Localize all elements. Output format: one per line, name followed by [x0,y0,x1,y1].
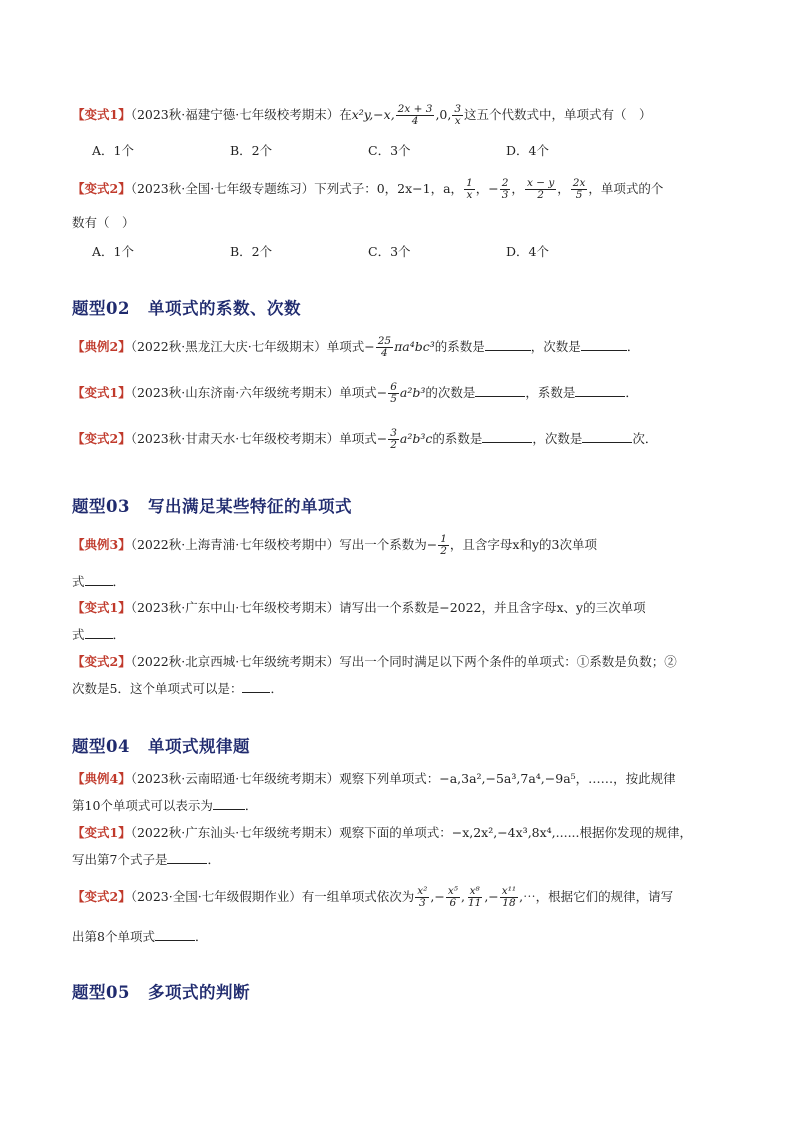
section-number: 题型05 [72,983,130,1002]
option-c[interactable]: C．3个 [368,143,411,158]
question-text: ，次数是 [530,339,581,354]
fraction-denominator: 3 [501,189,509,201]
fraction-numerator: x − y [526,177,555,189]
answer-blank[interactable] [155,928,195,941]
fraction-denominator: 11 [467,897,482,909]
question-tag: 【变式1】 [72,600,131,615]
question-text: ，且含字母x和y的3次单项 [449,537,597,552]
fraction-numerator: 6 [390,381,397,393]
example-4 [72,770,754,788]
answer-blank[interactable] [581,338,627,351]
math-separator: ， [557,181,570,196]
question-tag: 【典例2】 [72,339,131,354]
question-text-continued [72,573,754,591]
fraction [452,104,463,127]
option-a[interactable]: A．1个 [92,244,134,259]
answer-blank[interactable] [85,573,113,586]
question-text: 的系数是 [434,339,485,354]
answer-blank[interactable] [485,338,531,351]
question-source: （2023秋·云南昭通·七年级统考期末） [130,771,340,786]
question-variant-1 [72,824,754,842]
question-end: ． [194,929,208,944]
fraction [571,178,588,201]
answer-blank[interactable] [167,851,207,864]
fraction [415,886,429,909]
answer-blank[interactable] [482,430,532,443]
question-text: 这五个代数式中，单项式有（ ） [464,107,652,122]
question-text: 请写出一个系数是−2022，并且含字母x、y的三次单项 [339,600,646,615]
question-variant-2 [72,886,754,909]
fraction-numerator: 3 [454,103,462,115]
question-tag: 【变式1】 [72,825,131,840]
fraction-numerator: 2 [501,177,509,189]
question-text: ,⋯，根据它们的规律，请写 [519,889,674,904]
question-text: ，单项式的个 [588,181,664,196]
section-number: 题型02 [72,299,130,318]
section-heading [72,733,250,757]
fraction [446,886,460,909]
question-text-continued [72,851,754,869]
question-end: 次． [632,431,658,446]
question-text-continued [72,626,754,644]
fraction-denominator: 2 [440,545,447,557]
question-text: 的次数是 [425,385,476,400]
fraction-denominator: 6 [449,897,457,909]
question-tag: 【变式2】 [72,889,131,904]
answer-blank[interactable] [575,384,625,397]
question-source: （2023秋·山东济南·六年级统考期末） [130,385,340,400]
fraction-numerator: 2x [572,177,586,189]
question-source: （2023·全国·七年级假期作业） [130,889,302,904]
question-variant-1 [72,599,754,617]
fraction-denominator: 2 [390,439,397,451]
fraction-numerator: 1 [440,533,447,545]
fraction-numerator: 25 [377,335,392,347]
question-text-continued: 数有（ ） [72,215,135,230]
math-expression: πa⁴bc³ [394,339,435,354]
question-text: 写出一个系数为− [339,537,438,552]
question-text: 观察下列单项式：−a,3a²,−5a³,7a⁴,−9a⁵，……，按此规律 [339,771,676,786]
fraction-denominator: x [454,115,461,127]
example-3 [72,534,754,557]
question-text: 单项式− [339,431,388,446]
section-title: 写出满足某些特征的单项式 [147,497,352,516]
fraction-denominator: 18 [502,897,516,909]
question-tag: 【典例4】 [72,771,131,786]
math-separator: , [460,889,465,904]
fraction-denominator: 3 [418,897,426,909]
fraction [438,534,449,557]
fraction-denominator: 2 [537,189,544,201]
question-text: 单项式− [326,339,375,354]
fraction [500,886,518,909]
fraction-numerator: 3 [390,427,397,439]
section-number: 题型03 [72,497,130,516]
question-end: ． [207,852,220,867]
question-source: （2022秋·广东汕头·七年级统考期末） [130,825,340,840]
question-tag: 【变式1】 [72,107,131,122]
question-text: 第10个单项式可以表示为 [72,798,213,813]
question-end: ． [244,798,258,813]
option-d[interactable]: D．4个 [506,244,549,259]
fraction [388,428,399,451]
fraction [464,178,475,201]
section-heading [72,979,250,1003]
answer-blank[interactable] [85,626,113,639]
question-text: 观察下面的单项式：−x,2x²,−4x³,8x⁴,......根据你发现的规律， [339,825,692,840]
math-expression: a²b³ [399,385,426,400]
question-text: 次数是5．这个单项式可以是： [72,681,243,696]
answer-options [92,243,644,261]
option-b[interactable]: B．2个 [230,143,273,158]
question-source: （2023秋·广东中山·七年级校考期末） [130,600,340,615]
question-end: ． [270,681,283,696]
answer-blank[interactable] [242,680,270,693]
question-text-continued [72,797,754,815]
fraction-denominator: 4 [381,347,388,359]
question-end: ． [112,627,126,642]
question-variant-2 [72,653,754,671]
section-number: 题型04 [72,737,130,756]
question-text: ，次数是 [532,431,583,446]
math-separator: ,0, [435,107,452,122]
question-text: 下列式子：0，2x−1，a， [314,181,464,196]
math-separator: ，− [475,181,499,196]
question-text: 单项式− [339,385,388,400]
fraction-numerator: x⁸ [469,885,480,897]
fraction [466,886,483,909]
fraction-numerator: x² [417,885,428,897]
section-title: 多项式的判断 [147,983,250,1002]
question-tag: 【变式2】 [72,181,131,196]
section-heading [72,295,301,319]
question-end: ． [626,339,640,354]
question-variant-1 [72,104,754,127]
fraction-numerator: x¹¹ [501,885,517,897]
fraction [525,178,556,201]
question-text: 式 [72,627,85,642]
question-text-continued [72,680,754,698]
question-tag: 【变式2】 [72,431,131,446]
math-expression: x²y,−x, [351,107,395,122]
fraction-denominator: 5 [575,189,583,201]
section-heading [72,493,352,517]
question-source: （2022秋·上海青浦·七年级校考期中） [130,537,340,552]
fraction [500,178,511,201]
option-b[interactable]: B．2个 [230,244,273,259]
question-source: （2023秋·福建宁德·七年级校考期末） [130,107,340,122]
question-text: 的系数是 [432,431,483,446]
question-end: ． [112,574,126,589]
fraction [388,382,399,405]
section-title: 单项式的系数、次数 [147,299,301,318]
fraction-denominator: 5 [390,393,397,405]
question-text: 在 [339,107,352,122]
question-source: （2022秋·黑龙江大庆·七年级期末） [130,339,327,354]
math-separator: ， [511,181,524,196]
math-separator: ,− [484,889,499,904]
question-text: 式 [72,574,85,589]
question-variant-2 [72,178,754,201]
question-tag: 【变式1】 [72,385,131,400]
question-source: （2023秋·全国·七年级专题练习） [130,181,315,196]
question-text: 出第8个单项式 [72,929,155,944]
fraction-denominator: x [466,189,473,201]
option-d[interactable]: D．4个 [506,143,549,158]
math-expression: a²b³c [399,431,433,446]
question-tag: 【典例3】 [72,537,131,552]
option-a[interactable]: A．1个 [92,143,134,158]
question-tag: 【变式2】 [72,654,131,669]
section-title: 单项式规律题 [147,737,250,756]
fraction-denominator: 4 [411,115,419,127]
question-variant-1 [72,382,754,405]
fraction-numerator: 1 [466,177,473,189]
question-end: ． [625,385,638,400]
fraction [376,336,393,359]
fraction-numerator: 2x + 3 [397,103,433,115]
answer-blank[interactable] [475,384,525,397]
answer-blank[interactable] [582,430,632,443]
question-text: 有一组单项式依次为 [301,889,415,904]
example-2 [72,336,754,359]
question-text: 写出一个同时满足以下两个条件的单项式：①系数是负数；② [339,654,677,669]
option-c[interactable]: C．3个 [368,244,411,259]
answer-blank[interactable] [213,797,245,810]
question-source: （2023秋·甘肃天水·七年级校考期末） [130,431,340,446]
fraction [396,104,435,127]
question-source: （2022秋·北京西城·七年级统考期末） [130,654,340,669]
question-text-continued [72,928,754,946]
question-text: 写出第7个式子是 [72,852,168,867]
math-separator: ,− [430,889,445,904]
question-text: ，系数是 [525,385,576,400]
fraction-numerator: x⁵ [447,885,458,897]
question-variant-2 [72,428,754,451]
answer-options [92,142,644,160]
